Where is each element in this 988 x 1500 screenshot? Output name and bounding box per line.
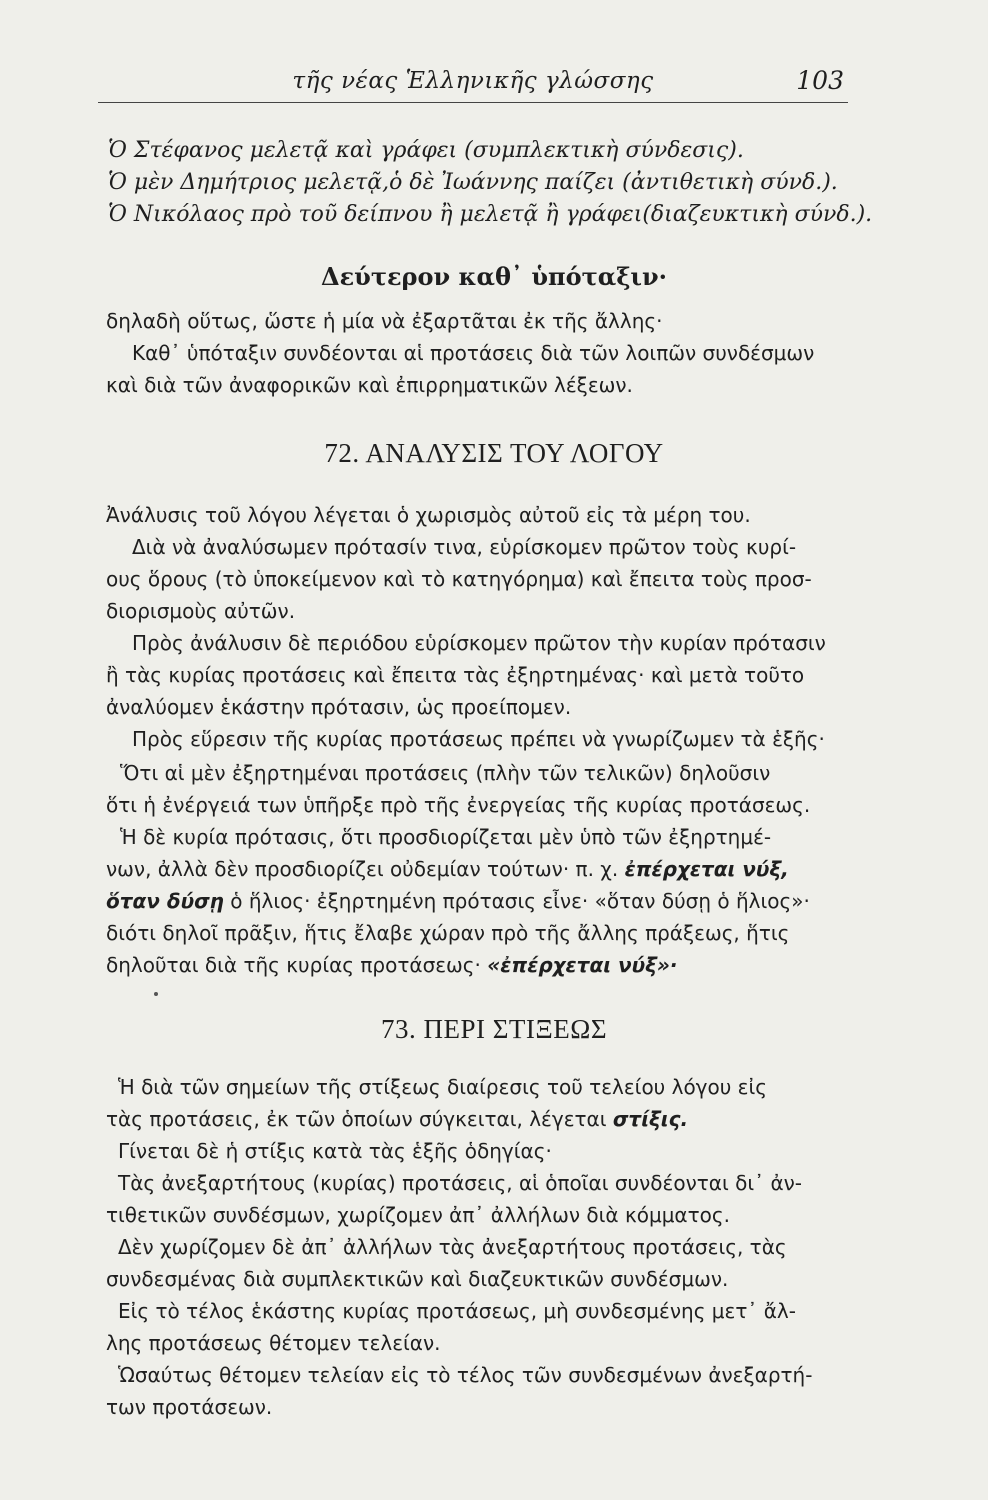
text-line: ἀναλύομεν ἑκάστην πρότασιν, ὡς προείπομεν. bbox=[106, 695, 572, 719]
text-line: Ἡ διὰ τῶν σημείων τῆς στίξεως διαίρεσις τοῦ τελείου λόγου εἰς bbox=[118, 1075, 767, 1099]
text-line: Δὲν χωρίζομεν δὲ ἀπ᾽ ἀλλήλων τὰς ἀνεξαρτήτους προτάσεις, τὰς bbox=[118, 1235, 787, 1259]
text-line: διότι δηλοῖ πρᾶξιν, ἥτις ἔλαβε χώραν πρὸ τῆς ἄλλης πράξεως, ἥτις bbox=[106, 921, 790, 945]
text-line: τιθετικῶν συνδέσμων, χωρίζομεν ἀπ᾽ ἀλλήλων διὰ κόμματος. bbox=[106, 1203, 730, 1227]
text-line: Πρὸς ἀνάλυσιν δὲ περιόδου εὑρίσκομεν πρῶτον τὴν κυρίαν πρότασιν bbox=[132, 631, 826, 655]
text-line: ὅτι ἡ ἐνέργειά των ὑπῆρξε πρὸ τῆς ἐνεργείας τῆς κυρίας προτάσεως. bbox=[106, 793, 811, 817]
example-line: Ὁ Νικόλαος πρὸ τοῦ δείπνου ἢ μελετᾷ ἢ γράφει(διαζευκτικὴ σύνδ.). bbox=[108, 202, 873, 227]
example-phrase: «ἐπέρχεται νύξ»· bbox=[487, 953, 678, 977]
example-line: Ὁ Στέφανος μελετᾷ καὶ γράφει (συμπλεκτικὴ σύνδεσις). bbox=[108, 138, 744, 163]
text-line: λης προτάσεως θέτομεν τελείαν. bbox=[106, 1331, 441, 1355]
text-run: τὰς προτάσεις, ἐκ τῶν ὁποίων σύγκειται, λέγεται bbox=[106, 1107, 613, 1131]
text-line bbox=[106, 1104, 846, 1134]
text-line: Τὰς ἀνεξαρτήτους (κυρίας) προτάσεις, αἱ ὁποῖαι συνδέονται δι᾽ ἀν- bbox=[118, 1171, 803, 1195]
text-line: ους ὅρους (τὸ ὑποκείμενον καὶ τὸ κατηγόρημα) καὶ ἔπειτα τοὺς προσ- bbox=[106, 567, 812, 591]
section-title-73: 73. ΠΕΡΙ ΣΤΙΞΕΩΣ bbox=[380, 1014, 608, 1044]
text-line: Διὰ νὰ ἀναλύσωμεν πρότασίν τινα, εὑρίσκομεν πρῶτον τοὺς κυρί- bbox=[132, 535, 797, 559]
page-header bbox=[98, 62, 848, 103]
ink-dot bbox=[154, 992, 158, 996]
text-line: συνδεσμένας διὰ συμπλεκτικῶν καὶ διαζευκτικῶν συνδέσμων. bbox=[106, 1267, 729, 1291]
text-line: Ἀνάλυσις τοῦ λόγου λέγεται ὁ χωρισμὸς αὐτοῦ εἰς τὰ μέρη του. bbox=[106, 503, 751, 527]
text-line bbox=[106, 950, 846, 980]
text-line: Γίνεται δὲ ἡ στίξις κατὰ τὰς ἑξῆς ὁδηγίας· bbox=[118, 1139, 552, 1163]
subheading: Δεύτερον καθ᾽ ὑπόταξιν· bbox=[320, 262, 668, 291]
text-line bbox=[106, 854, 846, 884]
text-line: διορισμοὺς αὐτῶν. bbox=[106, 599, 296, 623]
text-line: Ὅτι αἱ μὲν ἐξηρτημέναι προτάσεις (πλὴν τῶν τελικῶν) δηλοῦσιν bbox=[120, 761, 771, 785]
page-number: 103 bbox=[796, 66, 844, 95]
text-line: Πρὸς εὕρεσιν τῆς κυρίας προτάσεως πρέπει νὰ γνωρίζωμεν τὰ ἑξῆς· bbox=[132, 727, 825, 751]
text-line: Ἡ δὲ κυρία πρότασις, ὅτι προσδιορίζεται μὲν ὑπὸ τῶν ἐξηρτημέ- bbox=[120, 825, 772, 849]
text-line: ἢ τὰς κυρίας προτάσεις καὶ ἔπειτα τὰς ἐξηρτημένας· καὶ μετὰ τοῦτο bbox=[106, 663, 805, 687]
text-line: καὶ διὰ τῶν ἀναφορικῶν καὶ ἐπιρρηματικῶν λέξεων. bbox=[106, 373, 633, 397]
section-title-72: 72. ΑΝΑΛΥΣΙΣ ΤΟΥ ΛΟΓΟΥ bbox=[324, 438, 664, 468]
text-line bbox=[106, 886, 846, 916]
text-line: Ὡσαύτως θέτομεν τελείαν εἰς τὸ τέλος τῶν συνδεσμένων ἀνεξαρτή- bbox=[118, 1363, 813, 1387]
example-phrase: ἐπέρχεται νύξ, bbox=[624, 857, 789, 881]
text-run: δηλοῦται διὰ τῆς κυρίας προτάσεως· bbox=[106, 953, 488, 977]
text-run: ὁ ἥλιος· ἐξηρτημένη πρότασις εἶνε· «ὅταν δύσῃ ὁ ἥλιος»· bbox=[223, 889, 810, 913]
example-line: Ὁ μὲν Δημήτριος μελετᾷ,ὁ δὲ Ἰωάννης παίζει (ἀντιθετικὴ σύνδ.). bbox=[108, 170, 838, 195]
example-phrase: ὅταν δύσῃ bbox=[106, 889, 224, 913]
running-head: τῆς νέας Ἑλληνικῆς γλώσσης bbox=[292, 68, 654, 94]
text-run: νων, ἀλλὰ δὲν προσδιορίζει οὐδεμίαν τούτων· π. χ. bbox=[106, 857, 625, 881]
text-line: δηλαδὴ οὕτως, ὥστε ἡ μία νὰ ἐξαρτᾶται ἐκ τῆς ἄλλης· bbox=[106, 309, 663, 333]
text-line: των προτάσεων. bbox=[106, 1395, 273, 1419]
term-stixis: στίξις. bbox=[612, 1107, 689, 1131]
text-line: Εἰς τὸ τέλος ἑκάστης κυρίας προτάσεως, μὴ συνδεσμένης μετ᾽ ἄλ- bbox=[118, 1299, 796, 1323]
text-line: Καθ᾽ ὑπόταξιν συνδέονται αἱ προτάσεις διὰ τῶν λοιπῶν συνδέσμων bbox=[132, 341, 815, 365]
